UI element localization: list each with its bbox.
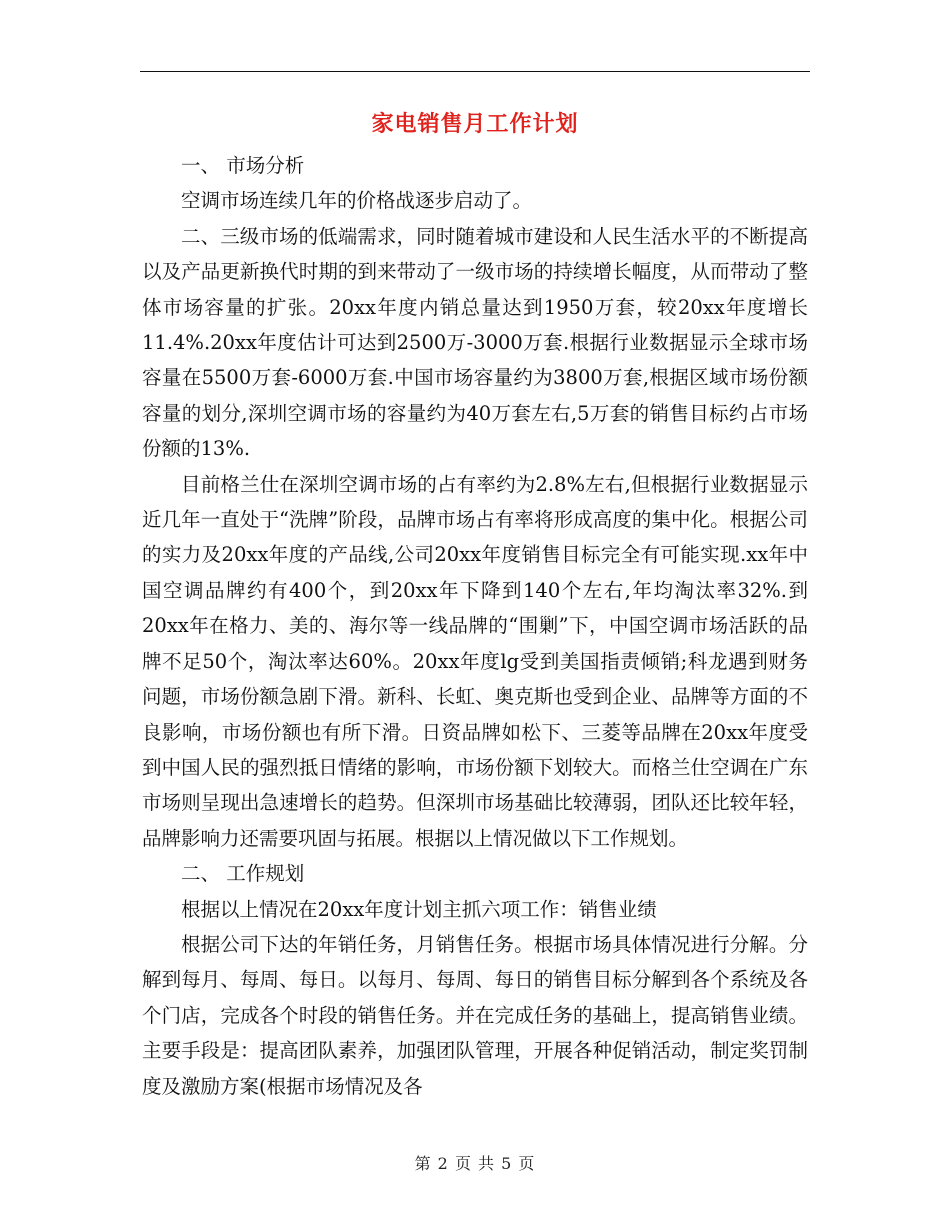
paragraph: 根据以上情况在20xx年度计划主抓六项工作：销售业绩: [181, 897, 657, 921]
document-title: 家电销售月工作计划: [371, 111, 579, 137]
section-heading-market-analysis: 一、 市场分析: [181, 154, 305, 177]
paragraph: 根据公司下达的年销任务，月销售任务。根据市场具体情况进行分解。分解到每月、每周、每日。以每月、每周、每日的销售目标分解到各个系统及各个门店，完成各个时段的销售任务。并在完成任务的基础上，提高销售业绩。主要手段是：提高团队素养，加强团队管理，开展各种促销活动，制定奖罚制度及激励方案(根据市场情况及各: [142, 932, 808, 1098]
document-body: [142, 148, 808, 1104]
section-heading-work-plan: 二、 工作规划: [181, 862, 305, 886]
page-number: 第 2 页 共 5 页: [414, 1154, 536, 1173]
paragraph: 目前格兰仕在深圳空调市场的占有率约为2.8%左右,但根据行业数据显示近几年一直处于“洗牌”阶段，品牌市场占有率将形成高度的集中化。根据公司的实力及20xx年度的产品线,公司20xx年度销售目标完全有可能实现.xx年中国空调品牌约有400个，到20xx年下降到140个左右,年均淘汰率32%.到20xx年在格力、美的、海尔等一线品牌的“围剿”下，中国空调市场活跃的品牌不足50个，淘汰率达60%。20xx年度lg受到美国指责倾销;科龙遇到财务问题，市场份额急剧下滑。新科、长虹、奥克斯也受到企业、品牌等方面的不良影响，市场份额也有所下滑。日资品牌如松下、三菱等品牌在20xx年度受到中国人民的强烈抵日情绪的影响，市场份额下划较大。而格兰仕空调在广东市场则呈现出急速增长的趋势。但深圳市场基础比较薄弱，团队还比较年轻，品牌影响力还需要巩固与拓展。根据以上情况做以下工作规划。: [142, 472, 808, 850]
paragraph: 二、三级市场的低端需求，同时随着城市建设和人民生活水平的不断提高以及产品更新换代时期的到来带动了一级市场的持续增长幅度，从而带动了整体市场容量的扩张。20xx年度内销总量达到1950万套，较20xx年度增长11.4%.20xx年度估计可达到2500万-3000万套.根据行业数据显示全球市场容量在5500万套-6000万套.中国市场容量约为3800万套,根据区域市场份额容量的划分,深圳空调市场的容量约为40万套左右,5万套的销售目标约占市场份额的13%.: [142, 224, 808, 461]
header-rule: [140, 71, 810, 72]
paragraph: 空调市场连续几年的价格战逐步启动了。: [181, 189, 533, 213]
